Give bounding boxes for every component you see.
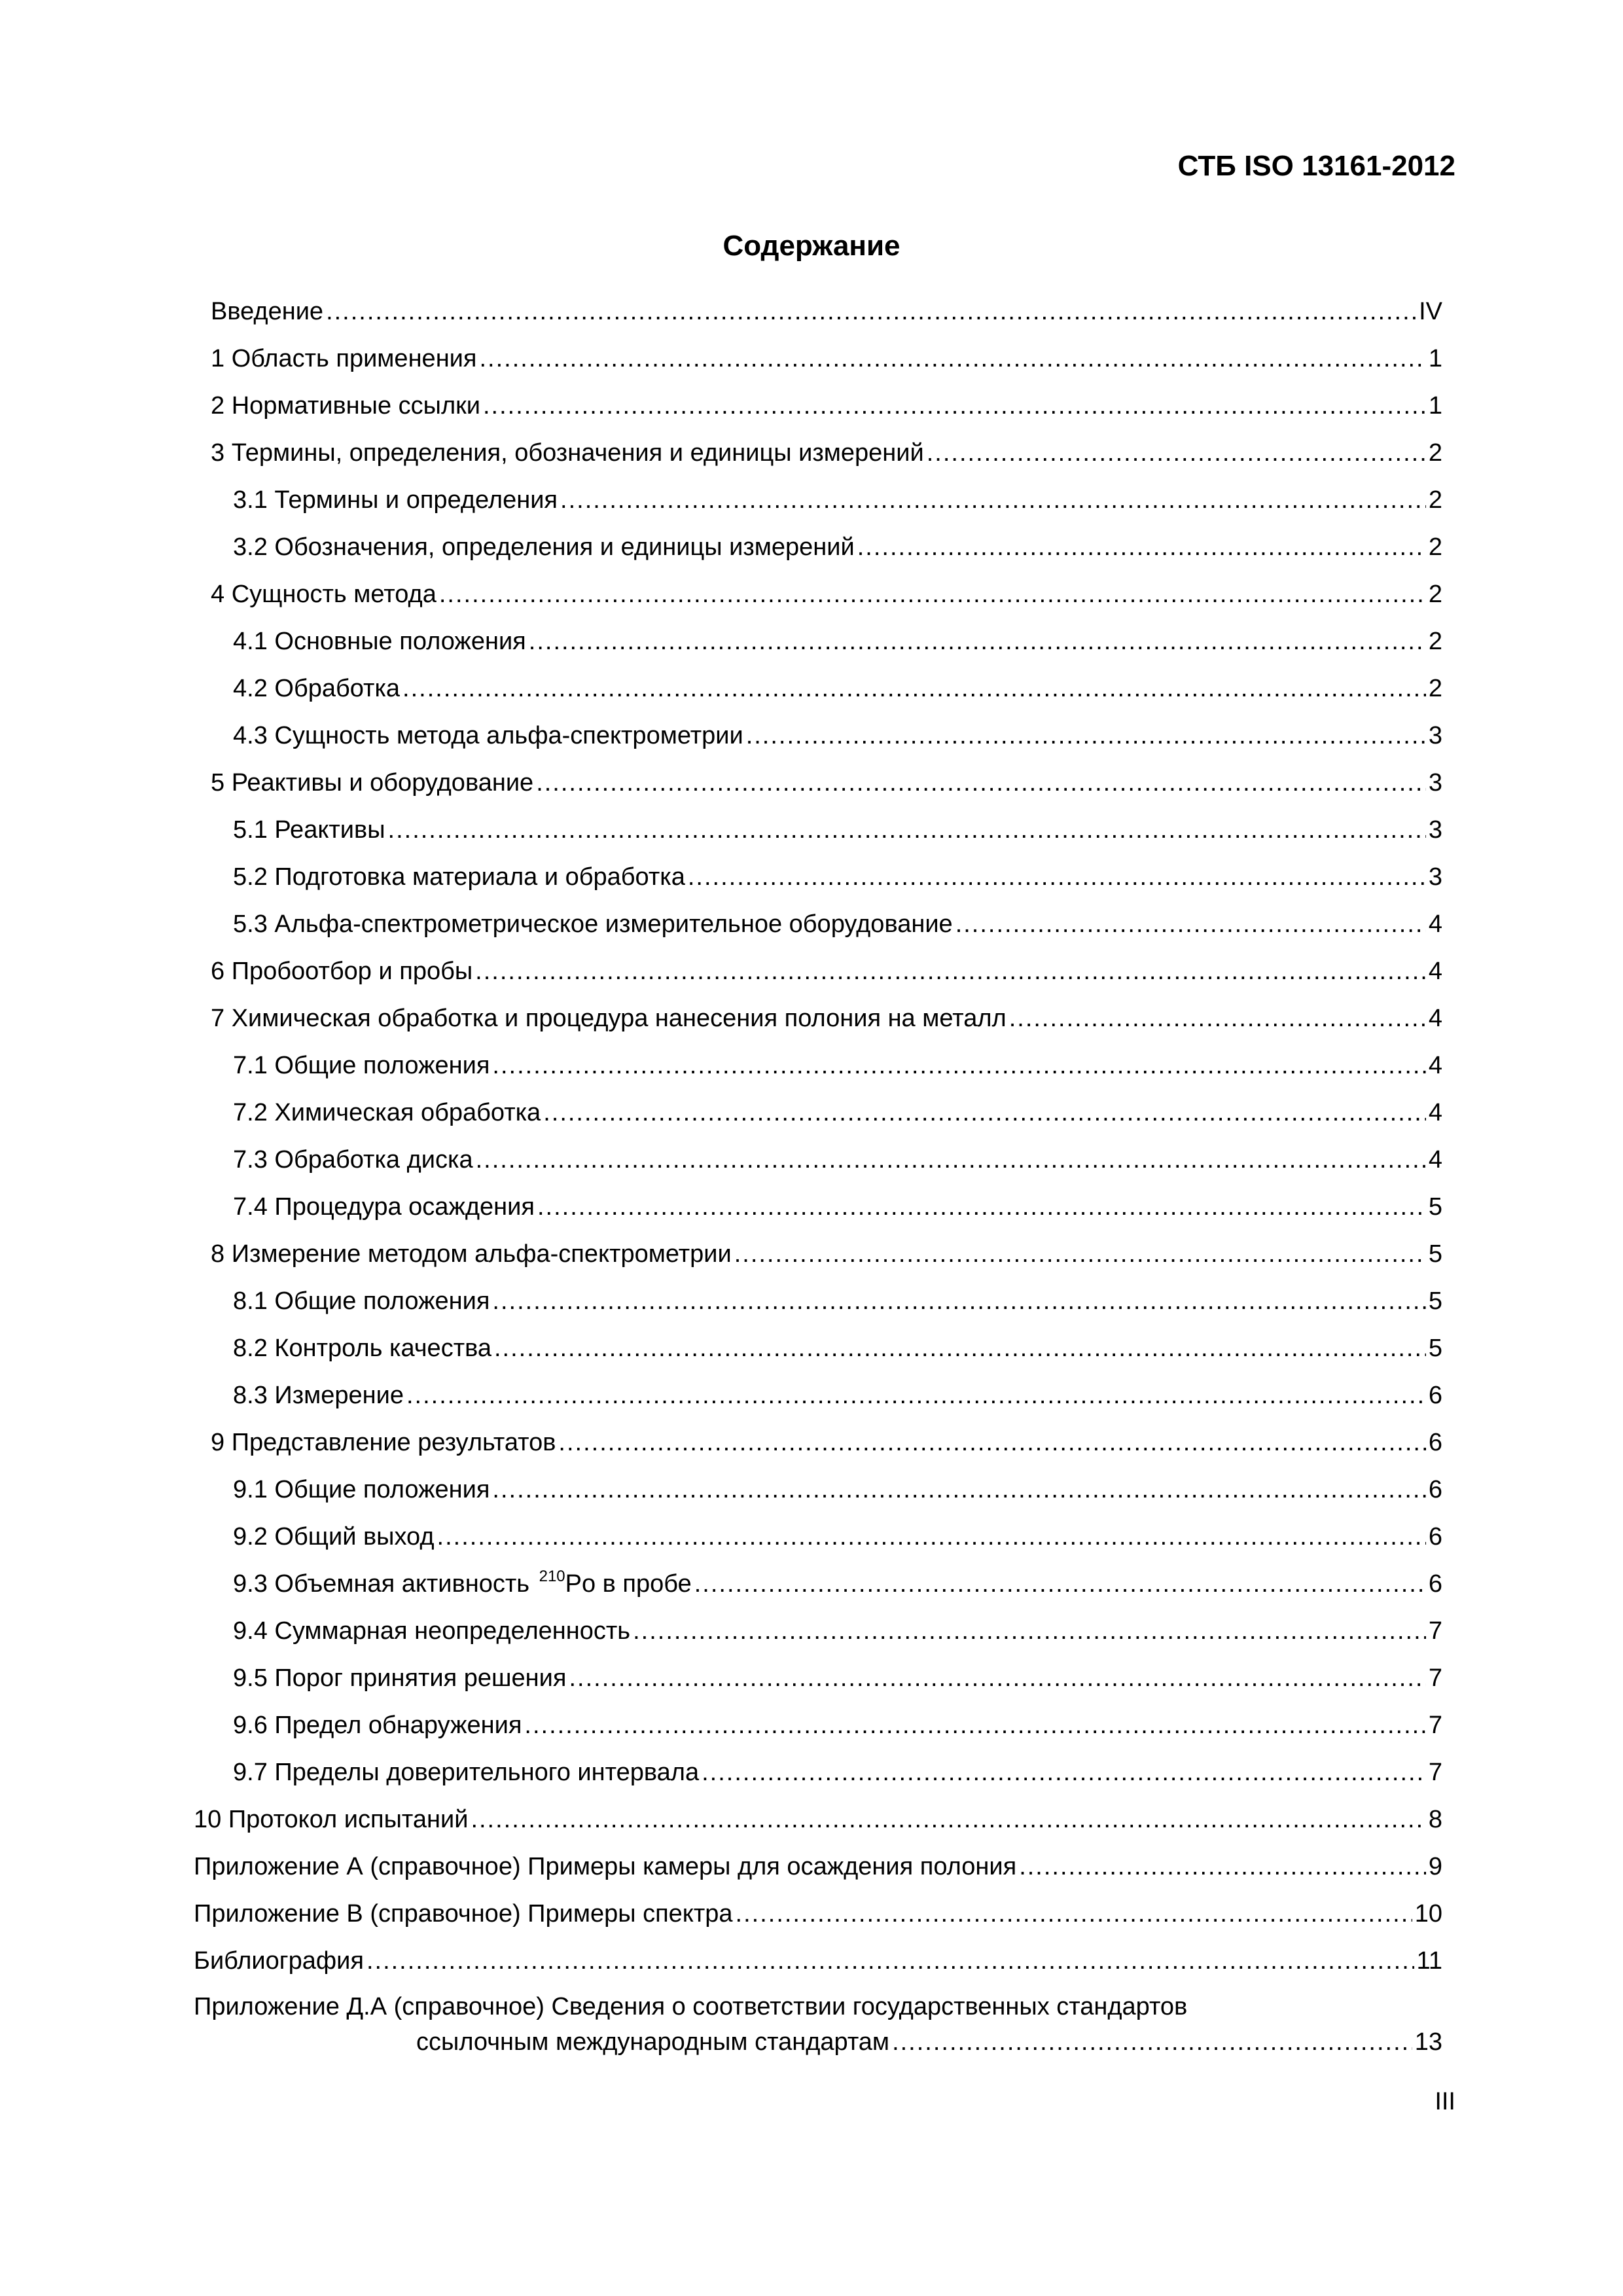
toc-entry-text: 7.4 Процедура осаждения xyxy=(233,1193,535,1221)
dot-leader xyxy=(536,763,1426,802)
toc-entry-section-9-7[interactable] xyxy=(233,1753,1442,1792)
toc-entry-page: 6 xyxy=(1428,1476,1442,1503)
toc-entry-section-6[interactable] xyxy=(211,952,1442,991)
toc-entry-page: 1 xyxy=(1428,345,1442,372)
toc-entry-text: 8.2 Контроль качества xyxy=(233,1335,491,1362)
toc-entry-section-4-3[interactable] xyxy=(233,716,1442,755)
toc-entry-text: Приложение Д.А (справочное) Сведения о соответствии государственных стандартов xyxy=(194,1993,1188,2020)
dot-leader xyxy=(326,292,1416,331)
dot-leader xyxy=(734,1234,1426,1274)
toc-entry-text: 9.6 Предел обнаружения xyxy=(233,1712,522,1739)
toc-entry-text-after: Po в пробе xyxy=(565,1570,692,1598)
toc-entry-page: 4 xyxy=(1428,1005,1442,1032)
toc-entry-section-5-1[interactable] xyxy=(233,810,1442,850)
toc-entry-section-1[interactable] xyxy=(211,339,1442,378)
toc-entry-page: 3 xyxy=(1428,863,1442,891)
toc-entry-text: 7.2 Химическая обработка xyxy=(233,1099,541,1126)
toc-entry-page: 5 xyxy=(1428,1240,1442,1268)
toc-entry-page: 7 xyxy=(1428,1712,1442,1739)
toc-entry-text: 2 Нормативные ссылки xyxy=(211,392,480,420)
toc-entry-section-4-1[interactable] xyxy=(233,622,1442,661)
dot-leader xyxy=(437,1517,1426,1556)
toc-entry-text: Приложение В (справочное) Примеры спектра xyxy=(194,1900,733,1928)
toc-entry-section-7-4[interactable] xyxy=(233,1187,1442,1227)
dot-leader xyxy=(702,1753,1426,1792)
dot-leader xyxy=(543,1093,1426,1132)
dot-leader xyxy=(494,1329,1426,1368)
toc-entry-section-7[interactable] xyxy=(211,999,1442,1038)
dot-leader xyxy=(633,1611,1426,1651)
toc-entry-section-9-2[interactable] xyxy=(233,1517,1442,1556)
toc-entry-page: IV xyxy=(1419,298,1442,325)
dot-leader xyxy=(955,905,1426,944)
dot-leader xyxy=(537,1187,1426,1227)
toc-entry-page: 5 xyxy=(1428,1335,1442,1362)
toc-entry-text: 8 Измерение методом альфа-спектрометрии xyxy=(211,1240,732,1268)
toc-entry-page: 4 xyxy=(1428,910,1442,938)
toc-entry-section-2[interactable] xyxy=(211,386,1442,425)
toc-entry-section-4-2[interactable] xyxy=(233,669,1442,708)
toc-entry-page: 3 xyxy=(1428,816,1442,844)
toc-entry-page: 2 xyxy=(1428,581,1442,608)
dot-leader xyxy=(746,716,1426,755)
toc-entry-page: 2 xyxy=(1428,675,1442,702)
toc-entry-page: 13 xyxy=(1414,2028,1442,2056)
dot-leader xyxy=(1019,1847,1426,1886)
toc-entry-text: 9.4 Суммарная неопределенность xyxy=(233,1617,631,1645)
dot-leader xyxy=(1009,999,1426,1038)
toc-entry-text: 5.2 Подготовка материала и обработка xyxy=(233,863,685,891)
toc-entry-text: 3.2 Обозначения, определения и единицы измерений xyxy=(233,533,855,561)
dot-leader xyxy=(402,669,1426,708)
toc-entry-section-8-1[interactable] xyxy=(233,1282,1442,1321)
toc-entry-page: 4 xyxy=(1428,958,1442,985)
toc-entry-page: 10 xyxy=(1414,1900,1442,1928)
dot-leader xyxy=(492,1470,1425,1509)
toc-entry-appendix-a[interactable] xyxy=(194,1847,1442,1886)
dot-leader xyxy=(524,1706,1425,1745)
toc-entry-text: 4.2 Обработка xyxy=(233,675,401,702)
toc-entry-section-7-2[interactable] xyxy=(233,1093,1442,1132)
toc-entry-section-4[interactable] xyxy=(211,575,1442,614)
toc-entry-text: 8.3 Измерение xyxy=(233,1382,404,1409)
toc-entry-text: 4.3 Сущность метода альфа-спектрометрии xyxy=(233,722,743,749)
toc-entry-page: 8 xyxy=(1428,1806,1442,1833)
toc-entry-section-9-6[interactable] xyxy=(233,1706,1442,1745)
toc-entry-section-3-1[interactable] xyxy=(233,480,1442,520)
toc-entry-text: 3.1 Термины и определения xyxy=(233,486,558,514)
toc-entry-text: 9 Представление результатов xyxy=(211,1429,556,1456)
dot-leader xyxy=(471,1800,1425,1839)
dot-leader xyxy=(558,1423,1425,1462)
toc-entry-page: 5 xyxy=(1428,1193,1442,1221)
toc-entry-text: 7 Химическая обработка и процедура нанесения полония на металл xyxy=(211,1005,1007,1032)
page-number: III xyxy=(1435,2088,1455,2115)
toc-entry-page: 4 xyxy=(1428,1099,1442,1126)
toc-entry-page: 4 xyxy=(1428,1146,1442,1174)
toc-entry-text-line2: ссылочным международным стандартам xyxy=(416,2028,890,2056)
dot-leader xyxy=(366,1941,1414,1981)
toc-entry-page: 5 xyxy=(1428,1287,1442,1315)
toc-entry-section-9[interactable] xyxy=(211,1423,1442,1462)
dot-leader xyxy=(857,528,1426,567)
toc-entry-text: 5.3 Альфа-спектрометрическое измерительное оборудование xyxy=(233,910,953,938)
toc-entry-section-9-4[interactable] xyxy=(233,1611,1442,1651)
toc-entry-page: 6 xyxy=(1428,1382,1442,1409)
toc-entry-introduction[interactable] xyxy=(211,292,1442,331)
toc-entry-text: 6 Пробоотбор и пробы xyxy=(211,958,473,985)
dot-leader xyxy=(927,433,1426,473)
dot-leader xyxy=(388,810,1426,850)
toc-entry-section-8[interactable] xyxy=(211,1234,1442,1274)
toc-entry-page: 1 xyxy=(1428,392,1442,420)
toc-entry-text: 5.1 Реактивы xyxy=(233,816,385,844)
document-code: СТБ ISO 13161-2012 xyxy=(1177,150,1455,182)
toc-entry-text: 7.1 Общие положения xyxy=(233,1052,490,1079)
toc-entry-text: Приложение А (справочное) Примеры камеры для осаждения полония xyxy=(194,1853,1017,1880)
toc-entry-page: 6 xyxy=(1428,1523,1442,1551)
toc-entry-page: 2 xyxy=(1428,439,1442,467)
toc-entry-section-7-3[interactable] xyxy=(233,1140,1442,1179)
toc-entry-page: 6 xyxy=(1428,1570,1442,1598)
toc-entry-text: 10 Протокол испытаний xyxy=(194,1806,469,1833)
toc-entry-text: Библиография xyxy=(194,1947,364,1975)
toc-entry-section-5-3[interactable] xyxy=(233,905,1442,944)
toc-entry-page: 2 xyxy=(1428,486,1442,514)
toc-entry-text-before: 9.3 Объемная активность xyxy=(233,1570,537,1598)
toc-entry-section-9-1[interactable] xyxy=(233,1470,1442,1509)
toc-entry-page: 7 xyxy=(1428,1759,1442,1786)
toc-entry-section-5-2[interactable] xyxy=(233,857,1442,897)
toc-entry-page: 9 xyxy=(1428,1853,1442,1880)
toc-entry-section-7-1[interactable] xyxy=(233,1046,1442,1085)
toc-entry-text: 9.2 Общий выход xyxy=(233,1523,435,1551)
toc-entry-section-8-2[interactable] xyxy=(233,1329,1442,1368)
toc-entry-page: 11 xyxy=(1416,1947,1442,1975)
toc-entry-page: 6 xyxy=(1428,1429,1442,1456)
toc-entry-text: 9.5 Порог принятия решения xyxy=(233,1664,567,1692)
toc-entry-text: 1 Область применения xyxy=(211,345,477,372)
dot-leader xyxy=(569,1659,1425,1698)
toc-entry-section-5[interactable] xyxy=(211,763,1442,802)
dot-leader xyxy=(476,1140,1426,1179)
toc-entry-page: 3 xyxy=(1428,769,1442,797)
dot-leader xyxy=(483,386,1426,425)
isotope-mass-number: 210 xyxy=(539,1568,565,1585)
toc-entry-page: 7 xyxy=(1428,1617,1442,1645)
toc-entry-section-3-2[interactable] xyxy=(233,528,1442,567)
toc-entry-page: 2 xyxy=(1428,533,1442,561)
dot-leader xyxy=(736,1894,1412,1933)
dot-leader xyxy=(560,480,1426,520)
dot-leader xyxy=(475,952,1426,991)
toc-title: Содержание xyxy=(722,230,901,262)
toc-entry-section-10[interactable] xyxy=(194,1800,1442,1839)
toc-entry-text xyxy=(233,1564,692,1607)
toc-entry-page: 2 xyxy=(1428,628,1442,655)
toc-entry-text: 8.1 Общие положения xyxy=(233,1287,490,1315)
toc-entry-page: 7 xyxy=(1428,1664,1442,1692)
dot-leader xyxy=(479,339,1425,378)
toc-entry-text: 7.3 Обработка диска xyxy=(233,1146,473,1174)
dot-leader xyxy=(694,1564,1426,1604)
toc-entry-text: 4.1 Основные положения xyxy=(233,628,526,655)
toc-entry-text: 4 Сущность метода xyxy=(211,581,437,608)
toc-entry-section-3[interactable] xyxy=(211,433,1442,473)
toc-entry-section-9-5[interactable] xyxy=(233,1659,1442,1698)
toc-entry-section-8-3[interactable] xyxy=(233,1376,1442,1415)
toc-entry-continuation xyxy=(416,2022,1442,2062)
dot-leader xyxy=(688,857,1426,897)
dot-leader xyxy=(439,575,1426,614)
toc-entry-text: Введение xyxy=(211,298,324,325)
dot-leader xyxy=(492,1046,1425,1085)
toc-entry-section-9-3[interactable] xyxy=(233,1564,1442,1604)
toc-entry-text: 5 Реактивы и оборудование xyxy=(211,769,534,797)
dot-leader xyxy=(892,2022,1412,2062)
dot-leader xyxy=(492,1282,1425,1321)
toc-entry-text: 3 Термины, определения, обозначения и единицы измерений xyxy=(211,439,924,467)
toc-entry-appendix-b[interactable] xyxy=(194,1894,1442,1933)
toc-entry-text: 9.1 Общие положения xyxy=(233,1476,490,1503)
dot-leader xyxy=(406,1376,1426,1415)
toc-entry-page: 4 xyxy=(1428,1052,1442,1079)
toc-entry-bibliography[interactable] xyxy=(194,1941,1442,1981)
toc-entry-text: 9.7 Пределы доверительного интервала xyxy=(233,1759,700,1786)
dot-leader xyxy=(529,622,1426,661)
toc-entry-page: 3 xyxy=(1428,722,1442,749)
